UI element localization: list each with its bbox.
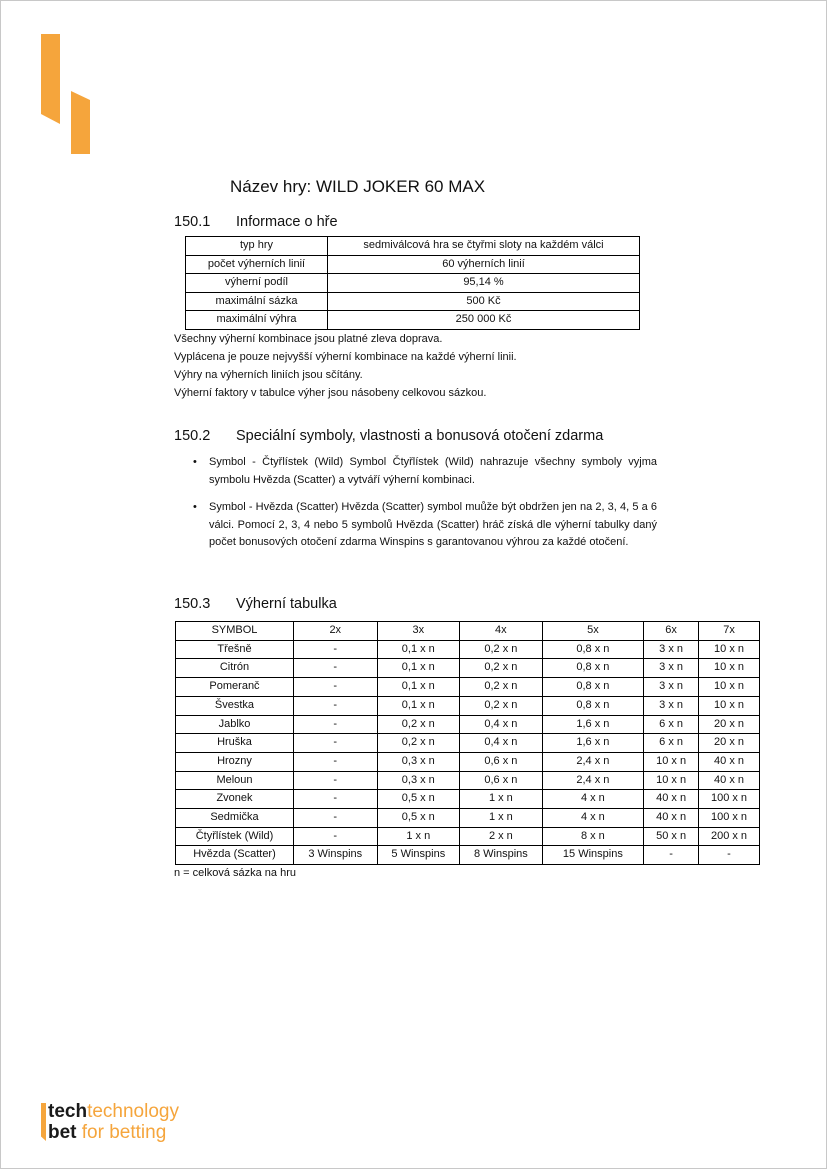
column-header: 3x — [377, 622, 460, 641]
payout-cell: 3 x n — [644, 696, 699, 715]
payout-cell: 200 x n — [699, 827, 760, 846]
section-heading-special — [174, 428, 603, 444]
payout-cell: - — [294, 790, 378, 809]
table-row — [176, 846, 760, 865]
payout-cell: - — [644, 846, 699, 865]
payout-cell: 40 x n — [699, 771, 760, 790]
symbol-name: Čtyřlístek (Wild) — [176, 827, 294, 846]
payout-cell: - — [294, 809, 378, 828]
info-value: 250 000 Kč — [328, 311, 640, 330]
table-row — [176, 659, 760, 678]
game-info-table — [185, 236, 640, 330]
section-title: Informace o hře — [236, 214, 338, 230]
payout-cell: - — [294, 678, 378, 697]
bullet-icon: • — [193, 456, 197, 468]
logo-accent-bar — [41, 1103, 46, 1141]
section-number: 150.3 — [174, 596, 211, 612]
symbol-name: Zvonek — [176, 790, 294, 809]
payout-cell: 3 Winspins — [294, 846, 378, 865]
payout-cell: 0,8 x n — [542, 640, 643, 659]
rule-note: Výhry na výherních liniích jsou sčítány. — [174, 369, 363, 381]
list-item — [191, 454, 657, 489]
table-row — [186, 311, 640, 330]
payout-cell: 3 x n — [644, 678, 699, 697]
symbol-name: Meloun — [176, 771, 294, 790]
info-label: počet výherních linií — [186, 255, 328, 274]
symbol-name: Pomeranč — [176, 678, 294, 697]
table-row — [176, 715, 760, 734]
payout-cell: 1,6 x n — [542, 734, 643, 753]
payout-cell: 0,2 x n — [460, 696, 543, 715]
payout-cell: 0,2 x n — [460, 640, 543, 659]
payout-cell: 0,6 x n — [460, 752, 543, 771]
payout-cell: 10 x n — [644, 752, 699, 771]
bullet-icon: • — [193, 501, 197, 513]
section-heading-paytable — [174, 596, 337, 612]
section-number: 150.2 — [174, 428, 211, 444]
table-header-row — [176, 622, 760, 641]
payout-cell: 1 x n — [377, 827, 460, 846]
table-row — [186, 237, 640, 256]
payout-cell: 3 x n — [644, 659, 699, 678]
payout-cell: 10 x n — [699, 696, 760, 715]
payout-cell: 2,4 x n — [542, 752, 643, 771]
payout-cell: 1 x n — [460, 790, 543, 809]
payout-cell: 1 x n — [460, 809, 543, 828]
payout-cell: 0,1 x n — [377, 640, 460, 659]
payout-cell: 0,4 x n — [460, 715, 543, 734]
section-title: Speciální symboly, vlastnosti a bonusová otočení zdarma — [236, 428, 604, 444]
payout-cell: 5 Winspins — [377, 846, 460, 865]
column-header: 6x — [644, 622, 699, 641]
payout-cell: 10 x n — [644, 771, 699, 790]
table-row — [176, 790, 760, 809]
payout-cell: 4 x n — [542, 809, 643, 828]
payout-cell: 40 x n — [644, 809, 699, 828]
payout-cell: 10 x n — [699, 640, 760, 659]
payout-cell: - — [294, 696, 378, 715]
rule-note: Všechny výherní kombinace jsou platné zleva doprava. — [174, 333, 443, 345]
payout-cell: - — [699, 846, 760, 865]
info-label: maximální sázka — [186, 292, 328, 311]
logo-bar-left — [41, 34, 60, 124]
payout-cell: 0,3 x n — [377, 771, 460, 790]
page-title: Název hry: WILD JOKER 60 MAX — [230, 177, 486, 196]
payout-cell: - — [294, 640, 378, 659]
symbol-name: Hvězda (Scatter) — [176, 846, 294, 865]
payout-cell: 0,8 x n — [542, 696, 643, 715]
info-value: 500 Kč — [328, 292, 640, 311]
info-label: výherní podíl — [186, 274, 328, 293]
payout-cell: 0,2 x n — [377, 715, 460, 734]
symbol-name: Hrozny — [176, 752, 294, 771]
payout-cell: 6 x n — [644, 715, 699, 734]
payout-cell: 6 x n — [644, 734, 699, 753]
logo-word-technology: technology — [87, 1101, 179, 1122]
payout-cell: 2 x n — [460, 827, 543, 846]
payout-cell: 0,8 x n — [542, 678, 643, 697]
logo-word-for-betting: for betting — [81, 1122, 167, 1143]
symbol-name: Třešně — [176, 640, 294, 659]
symbol-name: Citrón — [176, 659, 294, 678]
info-label: typ hry — [186, 237, 328, 256]
rules-notes — [174, 330, 517, 402]
payout-cell: 10 x n — [699, 659, 760, 678]
column-header: 2x — [294, 622, 378, 641]
column-header: 5x — [542, 622, 643, 641]
payout-cell: - — [294, 827, 378, 846]
payout-cell: 10 x n — [699, 678, 760, 697]
paytable — [175, 621, 760, 865]
payout-cell: 3 x n — [644, 640, 699, 659]
payout-cell: 0,4 x n — [460, 734, 543, 753]
logo-word-tech: tech — [48, 1101, 88, 1122]
rule-note: Výherní faktory v tabulce výher jsou násobeny celkovou sázkou. — [174, 387, 487, 399]
payout-cell: - — [294, 752, 378, 771]
table-row — [176, 640, 760, 659]
footer-logo — [41, 1101, 179, 1143]
table-row — [176, 752, 760, 771]
payout-cell: 8 Winspins — [460, 846, 543, 865]
payout-cell: - — [294, 771, 378, 790]
payout-cell: 15 Winspins — [542, 846, 643, 865]
table-row — [186, 292, 640, 311]
list-item-text: Symbol - Hvězda (Scatter) Hvězda (Scatter) symbol muůže být obdržen jen na 2, 3, 4, 5 a 6 válci. Pomocí 2, 3, 4 nebo 5 symbolů Hvězda (Scatter) hráč získá dle výherní tabulky daný počet bonusových otočení zdarma Winspins s garantovanou výhrou za každé otočení. — [209, 501, 657, 548]
column-header: 7x — [699, 622, 760, 641]
special-symbols-list — [191, 454, 657, 562]
payout-cell: 20 x n — [699, 734, 760, 753]
payout-cell: - — [294, 715, 378, 734]
table-row — [176, 678, 760, 697]
payout-cell: 0,3 x n — [377, 752, 460, 771]
payout-cell: 40 x n — [699, 752, 760, 771]
paytable-note: n = celková sázka na hru — [174, 867, 296, 879]
payout-cell: 100 x n — [699, 790, 760, 809]
payout-cell: 0,2 x n — [460, 659, 543, 678]
table-row — [176, 827, 760, 846]
payout-cell: 0,5 x n — [377, 790, 460, 809]
payout-cell: 0,8 x n — [542, 659, 643, 678]
payout-cell: 40 x n — [644, 790, 699, 809]
list-item — [191, 499, 657, 552]
column-header: SYMBOL — [176, 622, 294, 641]
section-number: 150.1 — [174, 214, 211, 230]
section-title: Výherní tabulka — [236, 596, 337, 612]
section-heading-info — [174, 214, 338, 230]
symbol-name: Hruška — [176, 734, 294, 753]
table-row — [176, 696, 760, 715]
payout-cell: 4 x n — [542, 790, 643, 809]
logo-bar-right — [71, 91, 90, 154]
symbol-name: Jablko — [176, 715, 294, 734]
symbol-name: Sedmička — [176, 809, 294, 828]
payout-cell: 0,2 x n — [377, 734, 460, 753]
info-value: 95,14 % — [328, 274, 640, 293]
payout-cell: 0,1 x n — [377, 678, 460, 697]
payout-cell: 50 x n — [644, 827, 699, 846]
info-value: 60 výherních linií — [328, 255, 640, 274]
logo-word-bet: bet — [48, 1122, 77, 1143]
payout-cell: 2,4 x n — [542, 771, 643, 790]
info-label: maximální výhra — [186, 311, 328, 330]
rule-note: Vyplácena je pouze nejvyšší výherní kombinace na každé výherní linii. — [174, 351, 517, 363]
column-header: 4x — [460, 622, 543, 641]
payout-cell: 0,1 x n — [377, 696, 460, 715]
payout-cell: - — [294, 659, 378, 678]
symbol-name: Švestka — [176, 696, 294, 715]
payout-cell: 0,1 x n — [377, 659, 460, 678]
table-row — [176, 771, 760, 790]
brand-logo-mark — [41, 34, 93, 156]
payout-cell: 100 x n — [699, 809, 760, 828]
payout-cell: 0,6 x n — [460, 771, 543, 790]
table-row — [176, 734, 760, 753]
payout-cell: - — [294, 734, 378, 753]
table-row — [186, 255, 640, 274]
payout-cell: 20 x n — [699, 715, 760, 734]
payout-cell: 0,5 x n — [377, 809, 460, 828]
info-value: sedmiválcová hra se čtyřmi sloty na každém válci — [328, 237, 640, 256]
list-item-text: Symbol - Čtyřlístek (Wild) Symbol Čtyřlístek (Wild) nahrazuje všechny symboly vyjma symbolu Hvězda (Scatter) a vytváří výherní kombinaci. — [209, 456, 657, 486]
payout-cell: 8 x n — [542, 827, 643, 846]
payout-cell: 1,6 x n — [542, 715, 643, 734]
table-row — [186, 274, 640, 293]
table-row — [176, 809, 760, 828]
payout-cell: 0,2 x n — [460, 678, 543, 697]
